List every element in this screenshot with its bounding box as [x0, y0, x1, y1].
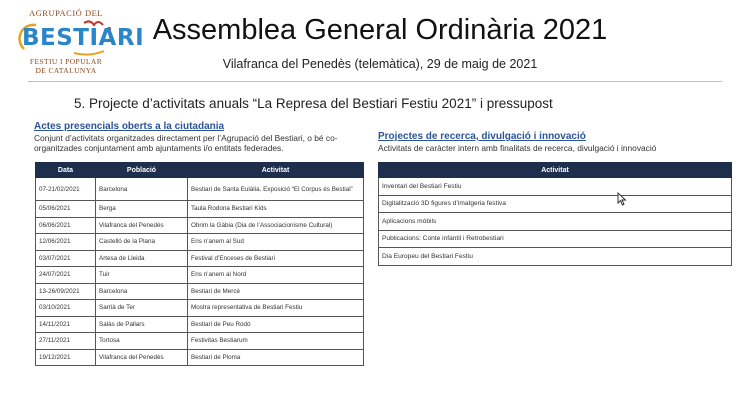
table-row [379, 230, 732, 248]
cell-activity: Bestiari de Mercè [188, 283, 364, 300]
cell-activity: Festivitas Bestiarum [188, 333, 364, 350]
cell-activity: Festival d’Enceses de Bestiari [188, 250, 364, 267]
cell-activity: Publicacions: Conte infantil i Retrobestiari [379, 230, 732, 248]
table-row [36, 217, 364, 234]
cell-town: Salàs de Pallars [96, 316, 188, 333]
left-section-description: Conjunt d’activitats organitzades directament per l’Agrupació del Bestiari, o bé co-organitzades conjuntament amb ajuntaments i/o entitats federades. [34, 133, 338, 153]
cell-date: 05/06/2021 [36, 201, 96, 218]
table-row [36, 250, 364, 267]
cell-date: 13-26/09/2021 [36, 283, 96, 300]
mouse-pointer-icon [617, 192, 627, 206]
table-row [36, 300, 364, 317]
cell-activity: Obrim la Gàbia (Dia de l’Associacionisme Cultural) [188, 217, 364, 234]
cell-date: 06/06/2021 [36, 217, 96, 234]
cell-town: Berga [96, 201, 188, 218]
logo-bottom-line-1: FESTIU I POPULAR [29, 57, 103, 66]
cell-activity: Ens n’anem al Sud [188, 234, 364, 251]
column-header-date: Data [36, 163, 96, 178]
table-row [379, 248, 732, 266]
cell-activity: Taula Rodona Bestiari Kids [188, 201, 364, 218]
cell-activity: Bestiari de Santa Eulàlia. Exposició “El Corpus és Bestial” [188, 178, 364, 201]
table-row [36, 234, 364, 251]
cell-activity: Aplicacions mòbils [379, 213, 732, 231]
page-subtitle: Vilafranca del Penedès (telemàtica), 29 de maig de 2021 [222, 57, 538, 71]
table-row [36, 333, 364, 350]
left-section-heading: Actes presencials oberts a la ciutadania [34, 121, 225, 132]
column-header-town: Població [96, 163, 188, 178]
page-title: Assemblea General Ordinària 2021 [152, 14, 608, 46]
cell-activity: Inventari del Bestiari Festiu [379, 178, 732, 196]
cell-date: 12/06/2021 [36, 234, 96, 251]
cell-date: 03/10/2021 [36, 300, 96, 317]
cell-date: 27/11/2021 [36, 333, 96, 350]
logo-top-text: AGRUPACIÓ DEL [29, 8, 103, 18]
table-header-row [379, 163, 732, 178]
cell-activity: Bestiari de Ploma [188, 349, 364, 366]
cell-date: 07-21/02/2021 [36, 178, 96, 201]
cell-town: Vilafranca del Penedès [96, 349, 188, 366]
research-projects-table [378, 162, 732, 266]
table-row [379, 178, 732, 196]
logo-bottom-line-2: DE CATALUNYA [35, 66, 97, 75]
section-title: 5. Projecte d’activitats anuals “La Represa del Bestiari Festiu 2021” i pressupost [74, 96, 553, 111]
logo-mark [14, 19, 145, 57]
header-divider [28, 81, 722, 82]
column-header-activity: Activitat [379, 163, 732, 178]
cell-town: Barcelona [96, 283, 188, 300]
table-row [36, 201, 364, 218]
logo-main-text: BESTIARI [22, 25, 145, 51]
cell-date: 24/07/2021 [36, 267, 96, 284]
cell-activity: Digitalització 3D figures d’imatgeria festiva [379, 195, 732, 213]
right-section-description: Activitats de caràcter intern amb finalitats de recerca, divulgació i innovació [378, 143, 657, 153]
cell-town: Tuir [96, 267, 188, 284]
table-header-row [36, 163, 364, 178]
table-row [379, 213, 732, 231]
table-row [36, 178, 364, 201]
cell-date: 19/12/2021 [36, 349, 96, 366]
table-row [36, 283, 364, 300]
table-row [379, 195, 732, 213]
table-row [36, 267, 364, 284]
organization-logo [14, 8, 145, 86]
column-header-activity: Activitat [188, 163, 364, 178]
public-events-table [35, 162, 364, 366]
cell-activity: Ens n’anem al Nord [188, 267, 364, 284]
cell-town: Barcelona [96, 178, 188, 201]
right-section-heading: Projectes de recerca, divulgació i innovació [378, 131, 586, 142]
cell-town: Vilafranca del Penedès [96, 217, 188, 234]
cell-activity: Bestiari de Peu Rodó [188, 316, 364, 333]
cell-town: Tortosa [96, 333, 188, 350]
cell-town: Sarrià de Ter [96, 300, 188, 317]
table-row [36, 316, 364, 333]
cell-activity: Dia Europeu del Bestiari Festiu [379, 248, 732, 266]
cell-activity: Mostra representativa de Bestiari Festiu [188, 300, 364, 317]
cell-date: 03/07/2021 [36, 250, 96, 267]
table-row [36, 349, 364, 366]
cell-date: 14/11/2021 [36, 316, 96, 333]
cell-town: Artesa de Lleida [96, 250, 188, 267]
cell-town: Castelló de la Plana [96, 234, 188, 251]
